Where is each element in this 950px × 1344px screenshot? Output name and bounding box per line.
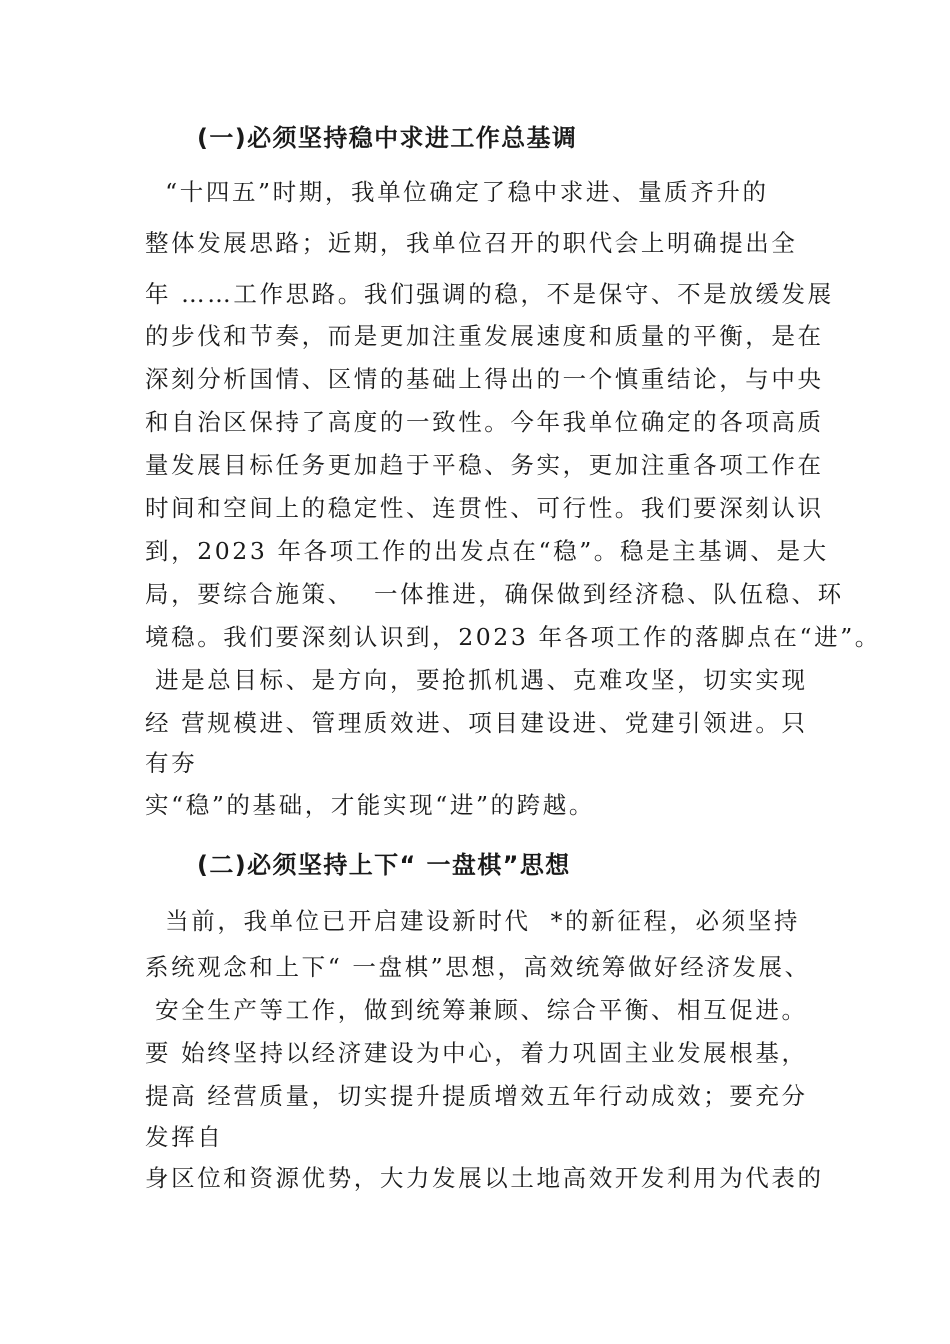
- paragraph-line: 整体发展思路；近期，我单位召开的职代会上明确提出全: [145, 229, 798, 257]
- section-heading-1: (一)必须坚持稳中求进工作总基调: [197, 124, 578, 152]
- paragraph-line: 有夯: [145, 749, 198, 777]
- paragraph-line: 局，要综合施策、 一体推进，确保做到经济稳、队伍稳、环: [145, 580, 844, 608]
- paragraph-line: 发挥自: [145, 1123, 224, 1151]
- paragraph-line: 境稳。我们要深刻认识到，2023 年各项工作的落脚点在“进”。: [145, 623, 881, 651]
- paragraph-line: 实“稳”的基础，才能实现“进”的跨越。: [145, 791, 595, 819]
- paragraph-line: 经 营规模进、管理质效进、项目建设进、党建引领进。只: [145, 709, 808, 737]
- paragraph-line: 安全生产等工作，做到统筹兼顾、综合平衡、相互促进。: [145, 996, 808, 1024]
- paragraph-line: 量发展目标任务更加趋于平稳、务实，更加注重各项工作在: [145, 451, 824, 479]
- paragraph-line: “十四五”时期，我单位确定了稳中求进、量质齐升的: [145, 178, 769, 206]
- paragraph-line: 进是总目标、是方向，要抢抓机遇、克难攻坚，切实实现: [145, 666, 808, 694]
- paragraph-line: 的步伐和节奏，而是更加注重发展速度和质量的平衡，是在: [145, 322, 824, 350]
- paragraph-line: 当前，我单位已开启建设新时代 *的新征程，必须坚持: [145, 907, 800, 935]
- paragraph-line: 要 始终坚持以经济建设为中心，着力巩固主业发展根基，: [145, 1039, 808, 1067]
- paragraph-line: 身区位和资源优势，大力发展以土地高效开发利用为代表的: [145, 1164, 824, 1192]
- paragraph-line: 年 ……工作思路。我们强调的稳，不是保守、不是放缓发展: [145, 280, 834, 308]
- section-heading-2: (二)必须坚持上下“ 一盘棋”思想: [197, 851, 571, 879]
- paragraph-line: 时间和空间上的稳定性、连贯性、可行性。我们要深刻认识: [145, 494, 824, 522]
- paragraph-line: 和自治区保持了高度的一致性。今年我单位确定的各项高质: [145, 408, 824, 436]
- paragraph-line: 提高 经营质量，切实提升提质增效五年行动成效；要充分: [145, 1082, 808, 1110]
- paragraph-line: 深刻分析国情、区情的基础上得出的一个慎重结论，与中央: [145, 365, 824, 393]
- paragraph-line: 系统观念和上下“ 一盘棋”思想，高效统筹做好经济发展、: [145, 953, 811, 981]
- paragraph-line: 到，2023 年各项工作的出发点在“稳”。稳是主基调、是大: [145, 537, 829, 565]
